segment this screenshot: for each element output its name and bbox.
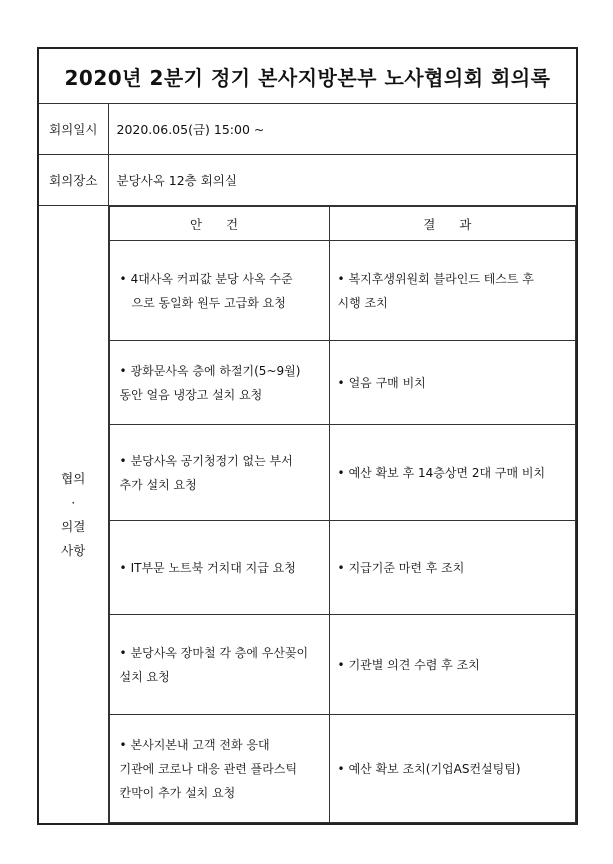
agenda-item: [109, 715, 329, 823]
agenda-row: [109, 341, 576, 425]
section-label-line: 의결: [61, 518, 86, 534]
agenda-row: [109, 521, 576, 615]
result-column-header: 결 과: [329, 207, 576, 241]
bullet: •: [119, 560, 127, 575]
result-item: [329, 521, 576, 615]
agenda-row: [109, 425, 576, 521]
bullet: •: [337, 560, 345, 575]
agenda-column-header: 안 건: [109, 207, 329, 241]
bullet: •: [337, 375, 345, 390]
bullet: •: [119, 453, 127, 468]
section-label-line: 협의: [61, 470, 86, 486]
agenda-item-line: 추가 설치 요청: [119, 477, 197, 492]
meeting-place-value: 분당사옥 12층 회의실: [108, 155, 577, 206]
result-item-line: 복지후생위원회 블라인드 테스트 후: [348, 271, 534, 286]
agenda-item-line: 4대사옥 커피값 분당 사옥 수준: [130, 271, 293, 286]
agenda-item-line: 분당사옥 장마철 각 층에 우산꽂이: [130, 645, 309, 660]
result-item-line: 지급기준 마련 후 조치: [348, 560, 465, 575]
agenda-item-line: 동안 얼음 냉장고 설치 요청: [119, 387, 263, 402]
meeting-date-label: 회의일시: [38, 104, 108, 155]
result-item: [329, 341, 576, 425]
meeting-place-label: 회의장소: [38, 155, 108, 206]
agenda-item: [109, 341, 329, 425]
bullet: •: [119, 645, 127, 660]
agenda-item-line: 설치 요청: [119, 669, 170, 684]
section-label-line: ·: [71, 494, 76, 510]
agenda-row: [109, 615, 576, 715]
document-title: 2020년 2분기 정기 본사지방본부 노사협의회 회의록: [38, 48, 577, 104]
agenda-table: [109, 206, 577, 823]
agenda-item-line: 광화문사옥 층에 하절기(5~9월): [130, 363, 301, 378]
agenda-item: [109, 615, 329, 715]
minutes-table: [37, 47, 578, 825]
meeting-date-value: 2020.06.05(금) 15:00 ~: [108, 104, 577, 155]
result-item: [329, 425, 576, 521]
bullet: •: [337, 657, 345, 672]
result-item: [329, 241, 576, 341]
section-label-line: 사항: [61, 542, 86, 558]
result-item-line: 예산 확보 조치(기업AS컨설팅팀): [348, 761, 521, 776]
agenda-item: [109, 521, 329, 615]
agenda-item-line: 기관에 코로나 대응 관련 플라스틱: [119, 761, 298, 776]
result-item-line: 기관별 의견 수렴 후 조치: [348, 657, 480, 672]
section-label: [38, 206, 108, 825]
result-item-line: 시행 조치: [337, 295, 388, 310]
agenda-item: [109, 425, 329, 521]
bullet: •: [337, 761, 345, 776]
result-item-line: 예산 확보 후 14층상면 2대 구매 비치: [348, 465, 546, 480]
agenda-item-line: 으로 동일화 원두 고급화 요청: [131, 295, 286, 310]
bullet: •: [119, 737, 127, 752]
bullet: •: [119, 363, 127, 378]
agenda-item-line: 본사지본내 고객 전화 응대: [130, 737, 270, 752]
bullet: •: [337, 465, 345, 480]
result-item: [329, 715, 576, 823]
bullet: •: [337, 271, 345, 286]
agenda-row: [109, 241, 576, 341]
agenda-item-line: 분당사옥 공기청정기 없는 부서: [130, 453, 293, 468]
agenda-item-line: 칸막이 추가 설치 요청: [119, 785, 236, 800]
agenda-item: [109, 241, 329, 341]
bullet: •: [119, 271, 127, 286]
agenda-row: [109, 715, 576, 823]
result-item: [329, 615, 576, 715]
result-item-line: 얼음 구매 비치: [348, 375, 426, 390]
agenda-item-line: IT부문 노트북 거치대 지급 요청: [130, 560, 296, 575]
